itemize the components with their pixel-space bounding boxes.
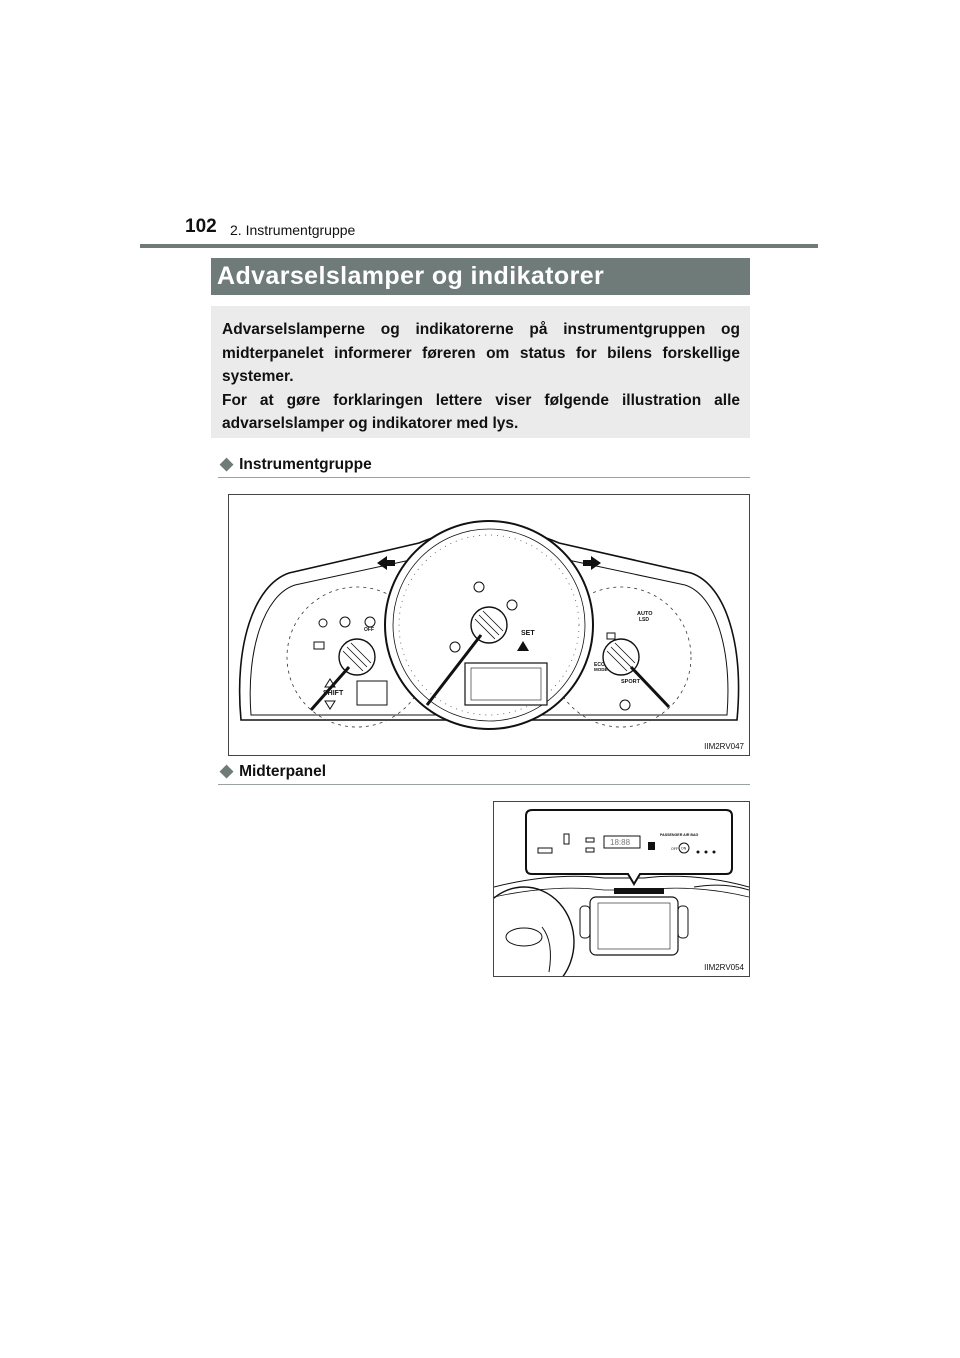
intro-paragraph-1: Advarselslamperne og indikatorerne på instrumentgruppen og midterpanelet informerer føreren om status for bilens forskellige systemer. bbox=[222, 321, 740, 385]
diamond-bullet-icon: ◆ bbox=[220, 454, 234, 473]
label-off: OFF bbox=[364, 627, 374, 633]
page-title: Advarselslamper og indikatorer bbox=[211, 258, 750, 295]
label-auto: AUTO bbox=[637, 611, 653, 617]
center-panel-illustration bbox=[494, 802, 749, 976]
label-mode: MODE bbox=[594, 667, 608, 672]
figure-code: IIM2RV054 bbox=[704, 963, 744, 972]
subheading-instrumentgruppe bbox=[220, 454, 372, 474]
subheading-label: Midterpanel bbox=[239, 763, 327, 780]
label-airbag-off: OFF bbox=[671, 847, 678, 851]
label-shift: SHIFT bbox=[323, 690, 344, 697]
clock-display: 18:88 bbox=[610, 838, 631, 847]
instrument-cluster-figure bbox=[228, 494, 750, 756]
page-number: 102 bbox=[185, 216, 217, 237]
intro-box bbox=[211, 306, 750, 438]
label-sport: SPORT bbox=[621, 679, 640, 685]
subheading-rule bbox=[218, 784, 750, 785]
label-lsd: LSD bbox=[639, 617, 649, 623]
header-rule bbox=[140, 244, 818, 248]
instrument-cluster-illustration bbox=[229, 495, 749, 755]
running-header: 2. Instrumentgruppe bbox=[230, 222, 356, 238]
label-airbag-on: ON bbox=[681, 846, 687, 851]
label-passenger-airbag: PASSENGER AIR BAG bbox=[660, 833, 699, 837]
diamond-bullet-icon: ◆ bbox=[220, 761, 234, 780]
intro-paragraph-2: For at gøre forklaringen lettere viser følgende illustration alle advarselslamper og indikatorer med lys. bbox=[222, 391, 740, 432]
label-eco: ECO bbox=[594, 662, 605, 668]
subheading-label: Instrumentgruppe bbox=[239, 456, 372, 473]
center-panel-figure bbox=[493, 801, 750, 977]
subheading-midterpanel bbox=[220, 761, 326, 781]
label-set: SET bbox=[521, 630, 535, 637]
figure-code: IIM2RV047 bbox=[704, 742, 744, 751]
subheading-rule bbox=[218, 477, 750, 478]
